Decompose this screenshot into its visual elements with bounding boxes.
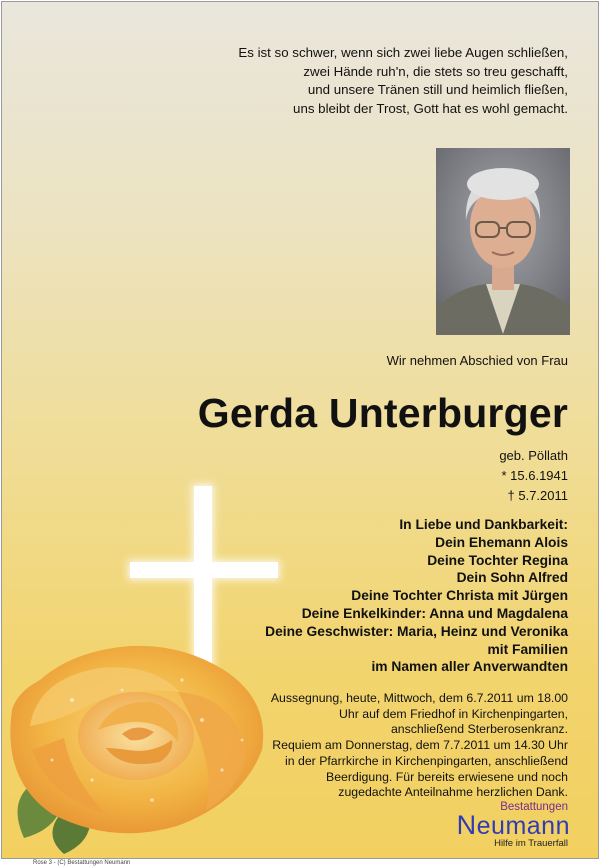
logo-tagline: Hilfe im Trauerfall <box>494 838 568 849</box>
service-line: anschließend Sterberosenkranz. <box>390 722 568 737</box>
mourners-line: Dein Ehemann Alois <box>435 534 568 550</box>
mourners-line: im Namen aller Anverwandten <box>371 659 568 675</box>
service-line: zugedachte Anteilnahme herzlichen Dank. <box>338 785 568 800</box>
poem <box>148 44 568 118</box>
mourners-line: Deine Enkelkinder: Anna und Magdalena <box>301 605 568 621</box>
logo-rest: eumann <box>476 812 570 840</box>
rose-image <box>2 630 282 859</box>
funeral-home-logo <box>457 801 570 850</box>
service-line: Aussegnung, heute, Mittwoch, dem 6.7.2011 um 18.00 <box>270 691 568 705</box>
service-line: Uhr auf dem Friedhof in Kirchenpingarten, <box>339 706 568 721</box>
birth-date: * 15.6.1941 <box>501 468 568 483</box>
poem-line: uns bleibt der Trost, Gott hat es wohl gemacht. <box>293 100 568 116</box>
portrait-photo <box>436 148 570 335</box>
mourners-line: mit Familien <box>487 641 568 657</box>
service-line: Requiem am Donnerstag, dem 7.7.2011 um 14.30 Uhr <box>272 738 568 753</box>
mourners-list <box>265 516 568 676</box>
death-date: † 5.7.2011 <box>507 488 568 503</box>
mourners-line: Dein Sohn Alfred <box>456 570 568 586</box>
logo-initial: N <box>456 810 477 840</box>
service-line: Beerdigung. Für bereits erwiesene und noch <box>326 769 568 784</box>
deceased-name: Gerda Unterburger <box>197 390 568 436</box>
mourners-line: Deine Tochter Christa mit Jürgen <box>351 588 568 604</box>
obituary-page <box>1 1 599 859</box>
mourners-line: Deine Geschwister: Maria, Heinz und Veronika <box>265 623 568 639</box>
poem-line: Es ist so schwer, wenn sich zwei liebe Augen schließen, <box>238 45 568 60</box>
maiden-name: geb. Pöllath <box>499 448 568 463</box>
poem-line: zwei Hände ruh'n, die stets so treu geschafft, <box>303 63 568 79</box>
service-line: in der Pfarrkirche in Kirchenpingarten, anschließend <box>285 753 568 768</box>
service-details <box>271 691 568 801</box>
mourners-line: Deine Tochter Regina <box>427 552 568 568</box>
farewell-line: Wir nehmen Abschied von Frau <box>386 353 568 368</box>
mourners-line: In Liebe und Dankbarkeit: <box>399 517 568 532</box>
footer-credit: Rose 3 - (C) Bestattungen Neumann <box>33 860 131 866</box>
poem-line: und unsere Tränen still und heimlich fließen, <box>307 82 568 97</box>
logo-top-text: Bestattungen <box>500 801 568 813</box>
logo-main-text <box>456 810 570 840</box>
